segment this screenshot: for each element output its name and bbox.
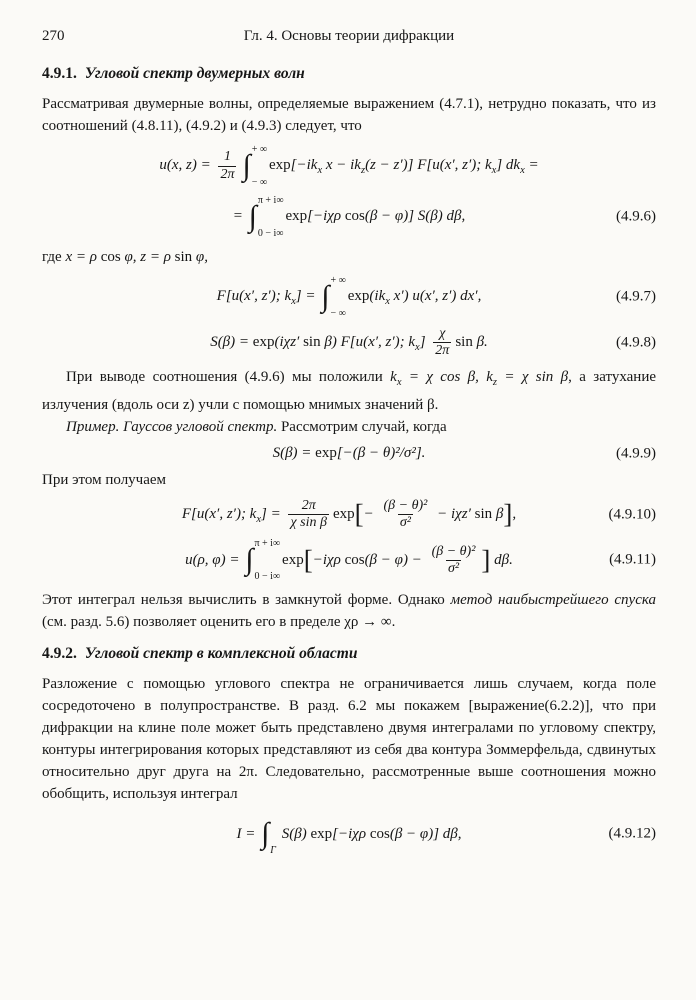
math-text: F[u(x′, z′); k	[216, 288, 292, 305]
fraction-numerator: 1	[223, 149, 231, 165]
integral-lower-limit: − ∞	[330, 308, 346, 319]
math-function: sin	[455, 334, 473, 351]
fraction	[433, 326, 451, 359]
math-text: [−iχρ	[332, 825, 370, 842]
fraction-denominator: 2π	[435, 343, 450, 359]
integral	[249, 195, 284, 239]
paragraph-text: Рассматривая двумерные волны, определяемые выражением (4.7.1), нетрудно показать, что из соотношений (4.8.11), (4.9.2) и (4.9.3) следует, что	[42, 96, 656, 134]
where-line	[42, 246, 656, 268]
integral	[261, 812, 276, 856]
subscript: x	[396, 377, 402, 389]
subscript: z	[360, 165, 366, 177]
subscript: x	[256, 514, 262, 526]
math-function: exp	[252, 334, 275, 351]
equation-number: (4.9.9)	[616, 445, 656, 462]
math-text: (iχz′	[274, 334, 304, 351]
page-header	[42, 28, 656, 45]
math-text: −iχρ	[312, 551, 345, 568]
paragraph	[42, 469, 656, 491]
equation-4-9-8	[42, 326, 656, 359]
equation-4-9-6-line2	[42, 195, 656, 239]
section-heading-492	[42, 645, 656, 663]
section-heading-491	[42, 65, 656, 83]
paragraph	[42, 93, 656, 137]
math-text: =	[232, 208, 247, 225]
fraction-numerator: (β − θ)²	[431, 543, 476, 559]
running-head: Гл. 4. Основы теории дифракции	[243, 28, 455, 44]
text: где	[42, 249, 66, 265]
text: При этом получаем	[42, 472, 167, 489]
integral-upper-limit: + ∞	[330, 275, 346, 286]
math-text: (β − φ)] dβ,	[389, 825, 462, 842]
integral-sign: ∫	[321, 280, 330, 313]
math-function: sin	[174, 249, 193, 265]
integral-sign: ∫	[261, 817, 270, 851]
math-text: β.	[472, 334, 488, 351]
subscript: x	[491, 165, 497, 177]
fraction	[288, 498, 328, 531]
equation-number: (4.9.8)	[616, 334, 656, 351]
math-function: exp	[315, 445, 337, 462]
math-text: (ik	[369, 288, 386, 305]
subscript: x	[520, 165, 525, 177]
math-text: F[u(x′, z′); k	[181, 506, 257, 523]
math-text: φ,	[192, 249, 208, 265]
fraction	[382, 498, 430, 531]
paragraph	[42, 366, 656, 416]
subscript: x	[415, 342, 420, 354]
integral-upper-limit: π + i∞	[254, 538, 281, 550]
fraction-numerator: χ	[439, 326, 446, 341]
equation-4-9-11	[42, 538, 656, 582]
text: Этот интеграл нельзя вычислить в замкнутой форме. Однако	[42, 592, 451, 609]
math-text: [−ik	[290, 157, 318, 174]
equation-4-9-9	[42, 445, 656, 462]
math-function: cos	[369, 825, 390, 842]
section-number: 4.9.1.	[42, 65, 77, 82]
paragraph	[42, 673, 656, 805]
left-bracket: [	[303, 544, 313, 575]
equation-4-9-12	[42, 812, 656, 856]
subscript: x	[317, 165, 323, 177]
math-text: −	[363, 506, 378, 523]
example-lead: Пример. Гауссов угловой спектр.	[66, 419, 278, 436]
equation-4-9-7	[42, 275, 656, 319]
math-text: =	[524, 157, 539, 174]
math-text: k	[390, 369, 397, 386]
math-text: x′) u(x′, z′) dx′,	[389, 288, 482, 305]
math-text: x − ik	[322, 157, 361, 174]
math-text: dβ.	[490, 551, 513, 568]
math-function: exp	[285, 208, 308, 225]
text: При выводе соотношения (4.9.6) мы положили	[66, 369, 391, 386]
math-text: ] =	[295, 288, 320, 305]
math-text: u(x, z) =	[159, 157, 215, 174]
equation-number: (4.9.7)	[616, 288, 656, 305]
math-text: β	[492, 506, 504, 523]
fraction-denominator: σ²	[399, 515, 411, 531]
math-text: ] dk	[496, 157, 521, 174]
fraction-denominator: χ sin β	[290, 515, 327, 531]
math-text: x = ρ	[65, 249, 101, 265]
section-title: Угловой спектр в комплексной области	[84, 645, 358, 663]
math-function: exp	[310, 825, 333, 842]
math-text: [−(β − θ)²/σ²].	[336, 445, 426, 462]
integral-sign: ∫	[248, 200, 257, 233]
math-text: u(ρ, φ) =	[185, 551, 244, 568]
math-function: cos	[100, 249, 121, 265]
math-text: (β − φ)] S(β) dβ,	[364, 208, 466, 225]
integral-lower-limit: 0 − i∞	[254, 571, 280, 583]
math-text: k	[486, 369, 493, 386]
math-function: cos	[344, 208, 365, 225]
math-text: ] =	[261, 506, 285, 523]
left-bracket: [	[354, 499, 364, 530]
fraction-numerator: (β − θ)²	[383, 498, 428, 514]
fraction	[218, 149, 236, 182]
math-text: ]	[419, 334, 430, 351]
math-text: S(β)	[278, 825, 311, 842]
equation-number: (4.9.6)	[616, 208, 656, 225]
math-text: φ, z = ρ	[120, 249, 175, 265]
math-function: sin	[474, 506, 493, 523]
page-number: 270	[42, 28, 65, 44]
integral-lower-limit: − ∞	[251, 177, 267, 188]
equation-number: (4.9.10)	[608, 506, 656, 523]
paragraph-text: Разложение с помощью углового спектра не ограничивается лишь случаем, когда поле сосредоточено в полупространстве. В разд. 6.2 мы покажем [выражение(6.2.2)], что при дифракции на клине поле может быть представлено двумя интегралами по угловому спектру, контуры интегрирования которых представляют из себя два контура Зоммерфельда, сдвинутых относительно друг друга на 2π. Следовательно, рассмотренные выше соотношения можно обобщить, используя интеграл	[42, 676, 656, 803]
integral-lower-limit: Γ	[270, 845, 276, 857]
section-title: Угловой спектр двумерных волн	[84, 65, 305, 82]
math-text: β) F[u(x′, z′); k	[320, 334, 416, 351]
paragraph	[42, 589, 656, 633]
equation-number: (4.9.12)	[608, 825, 656, 842]
math-text: (z − z′)] F[u(x′, z′); k	[365, 157, 492, 174]
section-number: 4.9.2.	[42, 645, 77, 663]
math-text: [−iχρ	[307, 208, 345, 225]
integral-sign: ∫	[242, 149, 251, 182]
emphasized-text: метод наибыстрейшего спуска	[450, 592, 656, 609]
math-text: = χ cos β,	[401, 369, 487, 386]
subscript: z	[492, 377, 497, 389]
integral-lower-limit: 0 − i∞	[257, 228, 284, 239]
equation-number: (4.9.11)	[609, 551, 656, 568]
paragraph-example	[42, 416, 656, 438]
fraction-denominator: 2π	[220, 166, 235, 182]
math-function: exp	[268, 157, 291, 174]
math-text: ,	[512, 506, 517, 523]
math-text: (β − φ) −	[364, 551, 426, 568]
equation-4-9-6-line1	[42, 144, 656, 188]
right-bracket: ]	[503, 499, 513, 530]
subscript: x	[385, 296, 390, 308]
text: (см. разд. 5.6) позволяет оценить его в пределе χρ → ∞.	[42, 614, 396, 631]
fraction-denominator: σ²	[447, 560, 460, 576]
math-function: exp	[347, 288, 370, 305]
math-function: sin	[303, 334, 321, 351]
math-function: cos	[344, 551, 365, 568]
integral	[245, 538, 280, 582]
integral	[321, 275, 346, 319]
equation-4-9-10	[42, 498, 656, 531]
subscript: x	[291, 296, 296, 308]
math-text: I =	[236, 825, 260, 842]
integral-sign: ∫	[245, 543, 254, 577]
math-text: S(β) =	[272, 445, 316, 462]
math-text: = χ sin β	[497, 369, 569, 386]
fraction-numerator: 2π	[301, 498, 316, 514]
right-bracket: ]	[481, 544, 491, 575]
math-function: exp	[332, 506, 355, 523]
math-text: S(β) =	[210, 334, 253, 351]
text: Рассмотрим случай, когда	[277, 419, 447, 436]
integral	[242, 144, 267, 188]
integral-upper-limit: + ∞	[251, 144, 267, 155]
text: , а затухание излучения (вдоль оси z) учли с помощью мнимых значений β.	[42, 369, 657, 414]
math-text: − iχz′	[433, 506, 475, 523]
integral-upper-limit: π + i∞	[257, 195, 284, 206]
fraction	[430, 544, 478, 577]
math-function: exp	[282, 551, 304, 568]
